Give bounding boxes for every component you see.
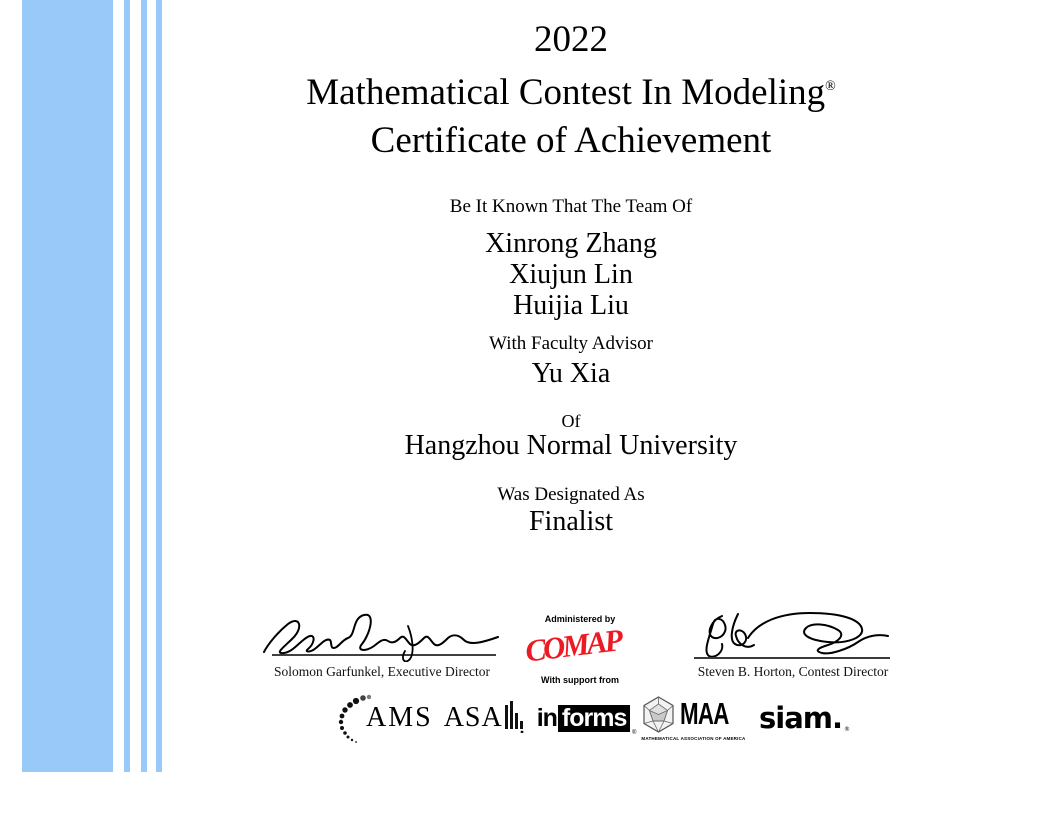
team-member-3: Huijia Liu (513, 290, 629, 321)
informs-box: forms (558, 705, 630, 732)
garfunkel-signature-scrawl (258, 608, 506, 662)
contest-title-text: Mathematical Contest In Modeling (306, 72, 826, 113)
ams-logo (338, 693, 433, 743)
contest-title (86, 74, 1056, 111)
advisor-intro: With Faculty Advisor (489, 333, 653, 354)
maa-logo-column (641, 696, 748, 741)
team-intro: Be It Known That The Team Of (449, 196, 693, 217)
executive-director-signature-block (258, 608, 506, 680)
with-support-from-label: With support from (541, 675, 619, 685)
designation: Finalist (528, 506, 613, 537)
team-member-2: Xiujun Lin (509, 259, 633, 290)
comap-logo (522, 624, 638, 664)
contest-director-caption: Steven B. Horton, Contest Director (697, 664, 889, 679)
executive-director-caption: Solomon Garfunkel, Executive Director (274, 664, 490, 679)
informs-prefix: in (536, 703, 557, 732)
registered-mark: ® (825, 79, 836, 94)
informs-logo (536, 703, 637, 736)
siam-registered-mark: ® (844, 725, 850, 733)
maa-logo-row (641, 696, 748, 733)
administered-by-label: Administered by (544, 614, 616, 624)
sponsor-logos-row (124, 694, 1056, 742)
certificate-subtitle: Certificate of Achievement (370, 120, 772, 161)
team-members (86, 228, 1056, 321)
administered-by-block (513, 615, 647, 685)
horton-signature-scrawl (688, 604, 898, 662)
informs-registered-mark: ® (631, 729, 637, 736)
asa-label: ASA (443, 702, 503, 733)
maa-caption: MATHEMATICAL ASSOCIATION OF AMERICA (641, 735, 746, 741)
of-label: Of (561, 411, 581, 431)
comap-logo-text: COMAP (523, 624, 623, 664)
siam-label: siam. (759, 700, 843, 735)
siam-logo (759, 700, 850, 735)
asa-bars-icon (505, 701, 526, 733)
designation-intro: Was Designated As (497, 484, 645, 505)
contest-director-signature-block (688, 604, 898, 680)
asa-logo (444, 701, 526, 735)
team-member-1: Xinrong Zhang (485, 228, 657, 259)
maa-label: MAA (680, 695, 730, 731)
ams-label: AMS (365, 702, 433, 733)
contest-year: 2022 (534, 19, 608, 60)
institution-name: Hangzhou Normal University (404, 430, 738, 461)
maa-polyhedron-icon (641, 696, 676, 733)
advisor-name: Yu Xia (531, 358, 611, 389)
maa-logo (641, 696, 748, 741)
